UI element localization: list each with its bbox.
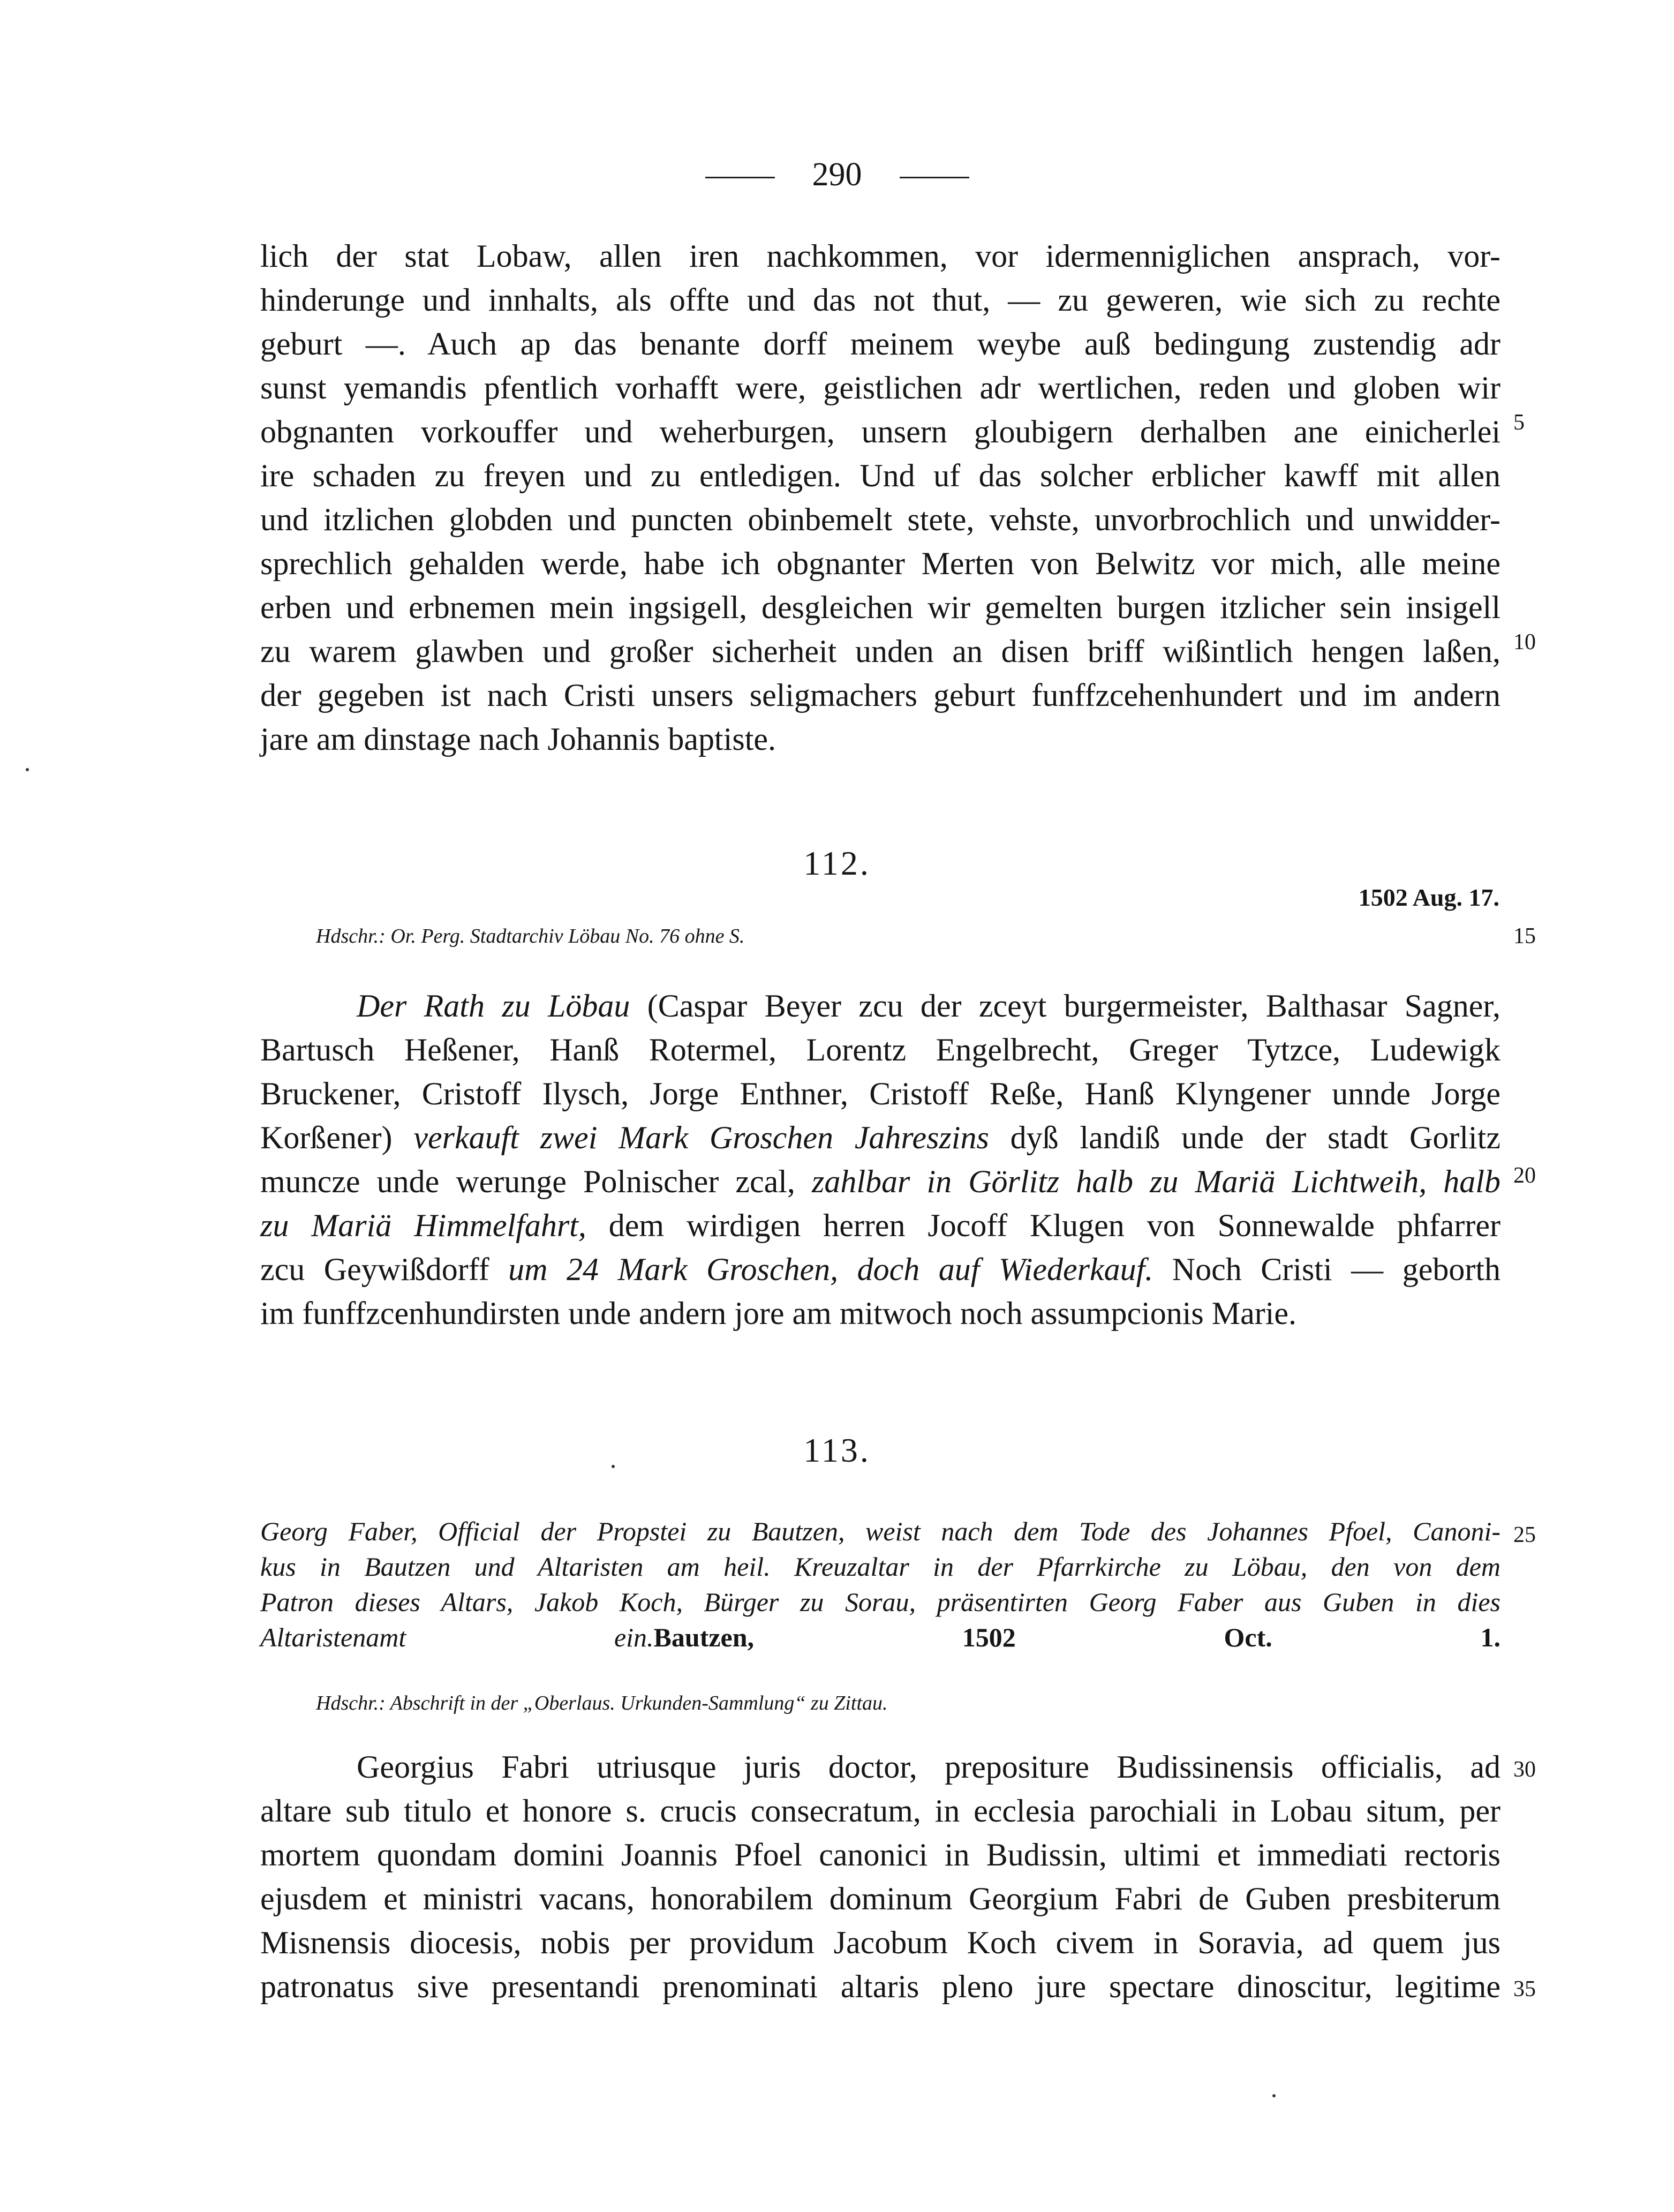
text-line [260, 1203, 1500, 1247]
text-line: geburt —. Auch ap das benante dorff meinem weybe auß bedingung zustendig adr [260, 326, 1500, 362]
line-number-15: 15 [1513, 924, 1536, 949]
text-line: sunst yemandis pfentlich vorhafft were, geistlichen adr wertlichen, reden und globen wir [260, 370, 1500, 405]
text-line: Misnensis diocesis, nobis per providum Jacobum Koch civem in Soravia, ad quem jus [260, 1925, 1500, 1960]
text-line: patronatus sive presentandi prenominati altaris pleno jure spectare dinoscitur, legitime [260, 1969, 1500, 2004]
rubric-line: Georg Faber, Official der Propstei zu Bautzen, weist nach dem Tode des Johannes Pfoel, Canoni- [260, 1516, 1500, 1546]
scan-speck [612, 1465, 615, 1468]
line-number-10: 10 [1513, 630, 1536, 654]
source-note-113: Hdschr.: Abschrift in der „Oberlaus. Urkunden-Sammlung“ zu Zittau. [316, 1692, 888, 1714]
rubric-last-line: Altaristenamt ein. [260, 1622, 654, 1652]
text-run: muncze unde werunge Polnischer zcal, [260, 1164, 812, 1199]
line-number-35: 35 [1513, 1977, 1536, 2002]
italic-run: zahlbar in Görlitz halb zu Mariä Lichtweih, halb [812, 1164, 1500, 1199]
text-run: zcu Geywißdorff [260, 1252, 509, 1287]
text-line: jare am dinstage nach Johannis baptiste. [260, 721, 776, 757]
text-line: und itzlichen globden und puncten obinbemelt stete, vehste, unvorbrochlich und unwidder- [260, 502, 1500, 537]
text-line [260, 1072, 1500, 1116]
document-date-113: Bautzen, 1502 Oct. 1. [653, 1622, 1500, 1652]
running-head-rule-right [900, 177, 969, 178]
text-run: Korßener) [260, 1120, 414, 1155]
source-note-112: Hdschr.: Or. Perg. Stadtarchiv Löbau No. 76 ohne S. [316, 925, 745, 947]
rubric-113 [260, 1514, 1500, 1655]
text-line [260, 1247, 1500, 1291]
text-line [260, 1116, 1500, 1160]
text-run: Bruckener, Cristoff Ilysch, Jorge Enthner, Cristoff Reße, Hanß Klyngener unnde Jorge [260, 1076, 1500, 1111]
rubric-line: Patron dieses Altars, Jakob Koch, Bürger zu Sorau, präsentirten Georg Faber aus Guben in dies [260, 1587, 1500, 1617]
text-line [260, 984, 1500, 1028]
line-number-5: 5 [1513, 410, 1525, 435]
text-line: sprechlich gehalden werde, habe ich obgnanter Merten von Belwitz vor mich, alle meine [260, 546, 1500, 581]
running-head-rule-left [705, 177, 775, 178]
line-number-20: 20 [1513, 1163, 1536, 1188]
line-number-25: 25 [1513, 1523, 1536, 1547]
text-line: ire schaden zu freyen und zu entledigen. Und uf das solcher erblicher kawff mit allen [260, 458, 1500, 493]
text-run: dem wirdigen herren Jocoff Klugen von Sonnewalde phfarrer [586, 1208, 1500, 1243]
rubric-line [260, 1620, 1500, 1655]
italic-run: Der Rath zu Löbau [357, 988, 630, 1024]
text-line: Georgius Fabri utriusque juris doctor, prepositure Budissinensis officialis, ad [357, 1749, 1500, 1785]
text-run: im funffzcenhundirsten unde andern jore am mitwoch noch assumpcionis Marie. [260, 1296, 1297, 1331]
text-line: altare sub titulo et honore s. crucis consecratum, in ecclesia parochiali in Lobau situm, per [260, 1793, 1500, 1829]
italic-run: um 24 Mark Groschen, doch auf Wiederkauf. [508, 1252, 1153, 1287]
document-number-113: 113. [803, 1431, 871, 1469]
scan-speck [26, 768, 29, 771]
document-date-112: 1502 Aug. 17. [1358, 884, 1499, 911]
document-number-112: 112. [803, 844, 871, 882]
page-number: 290 [812, 156, 862, 193]
text-line: mortem quondam domini Joannis Pfoel canonici in Budissin, ultimi et immediati rectoris [260, 1837, 1500, 1872]
text-113 [260, 1745, 1500, 2008]
text-line [260, 1291, 1500, 1335]
text-line: obgnanten vorkouffer und weherburgen, unsern gloubigern derhalben ane einicherlei [260, 414, 1500, 449]
running-head [0, 154, 1674, 195]
text-line: zu warem glawben und großer sicherheit unden an disen briff wißintlich hengen laßen, [260, 634, 1500, 669]
text-run: Noch Cristi — geborth [1153, 1252, 1500, 1287]
text-line: der gegeben ist nach Cristi unsers seligmachers geburt funffzcehenhundert und im andern [260, 678, 1500, 713]
text-line: hinderunge und innhalts, als offte und das not thut, — zu geweren, wie sich zu rechte [260, 282, 1500, 318]
text-line: erben und erbnemen mein ingsigell, desgleichen wir gemelten burgen itzlicher sein insigell [260, 590, 1500, 625]
text-run: dyß landiß unde der stadt Gorlitz [989, 1120, 1501, 1155]
continuation-text [260, 234, 1500, 761]
line-number-30: 30 [1513, 1757, 1536, 1782]
text-line: lich der stat Lobaw, allen iren nachkommen, vor idermenniglichen ansprach, vor- [260, 238, 1500, 274]
scan-speck [1272, 2094, 1276, 2097]
text-run: Bartusch Heßener, Hanß Rotermel, Lorentz Engelbrecht, Greger Tytzce, Ludewigk [260, 1032, 1500, 1067]
regest-112 [260, 984, 1500, 1335]
text-line: ejusdem et ministri vacans, honorabilem dominum Georgium Fabri de Guben presbiterum [260, 1881, 1500, 1916]
italic-run: zu Mariä Himmelfahrt, [260, 1208, 586, 1243]
rubric-line: kus in Bautzen und Altaristen am heil. Kreuzaltar in der Pfarrkirche zu Löbau, den von dem [260, 1552, 1500, 1582]
text-line [260, 1028, 1500, 1072]
text-line [260, 1160, 1500, 1203]
text-run: (Caspar Beyer zcu der zceyt burgermeister, Balthasar Sagner, [630, 988, 1500, 1024]
italic-run: verkauft zwei Mark Groschen Jahreszins [413, 1120, 989, 1155]
